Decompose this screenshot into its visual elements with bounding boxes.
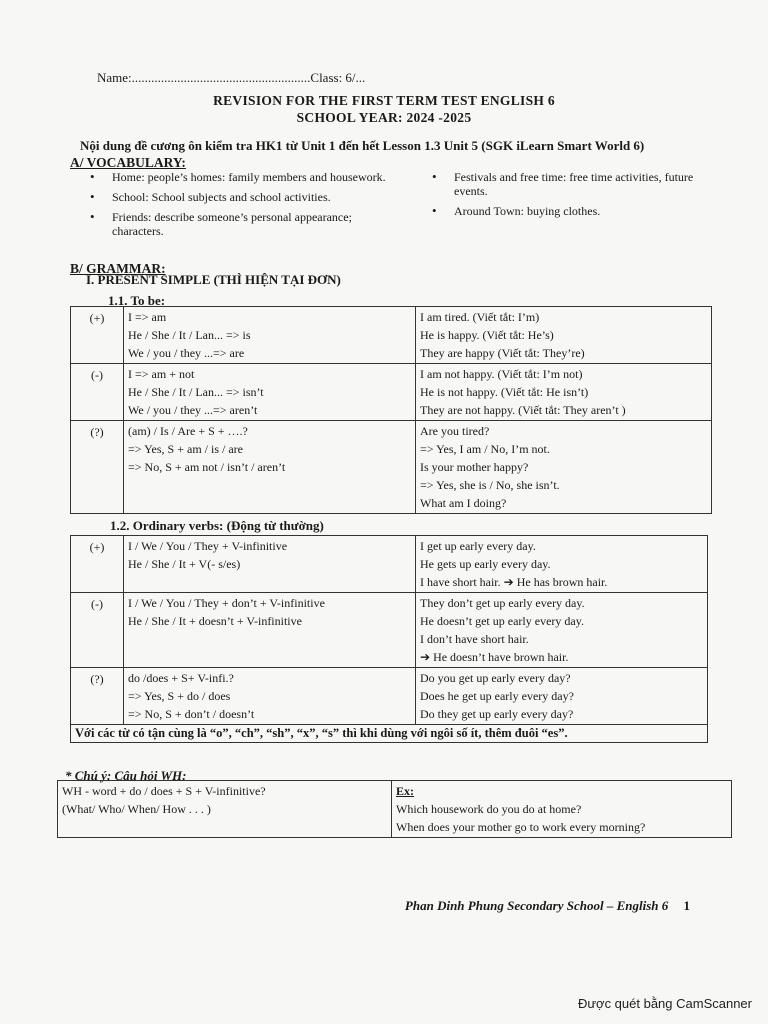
rule-line: He / She / It + V(- s/es) xyxy=(128,557,241,571)
rule-line: => Yes, S + do / does xyxy=(128,689,231,703)
row-symbol: (?) xyxy=(71,421,124,514)
rule-line: He / She / It / Lan... => isn’t xyxy=(128,385,264,399)
list-item: • Friends: describe someone’s personal appearance; characters. xyxy=(90,210,390,238)
example-cell xyxy=(416,364,712,421)
example-text: He has brown hair. xyxy=(516,575,608,589)
rule-cell xyxy=(124,307,416,364)
row-symbol: (+) xyxy=(71,536,124,593)
rule-cell xyxy=(124,421,416,514)
rule-line: We / you / they ...=> are xyxy=(128,346,245,360)
rule-line: I / We / You / They + don’t + V-infinitive xyxy=(128,596,325,610)
page-title: REVISION FOR THE FIRST TERM TEST ENGLISH 6 xyxy=(213,93,555,108)
example-line: I am not happy. (Viết tắt: I’m not) xyxy=(420,367,583,381)
grammar-heading: B/ GRAMMAR: xyxy=(70,261,166,276)
table-row xyxy=(71,536,708,593)
rule-line: => No, S + am not / isn’t / aren’t xyxy=(128,460,286,474)
example-line: He gets up early every day. xyxy=(420,557,551,571)
rule-cell xyxy=(124,364,416,421)
vocabulary-list-right xyxy=(432,170,722,224)
example-line: What am I doing? xyxy=(420,496,507,510)
example-line: They are happy (Viết tắt: They’re) xyxy=(420,346,585,360)
example-line: Do you get up early every day? xyxy=(420,671,571,685)
page-footer xyxy=(405,898,690,914)
row-symbol: (-) xyxy=(71,593,124,668)
rule-line: I / We / You / They + V-infinitive xyxy=(128,539,288,553)
row-symbol: (+) xyxy=(71,307,124,364)
name-class-line: Name:.......................................................Class: 6/... xyxy=(97,70,366,85)
ordinary-verbs-table xyxy=(70,535,708,743)
example-line: When does your mother go to work every morning? xyxy=(396,820,646,834)
wh-question-table xyxy=(57,780,732,838)
wh-question-title: * Chú ý: Câu hỏi WH: xyxy=(65,768,187,783)
rule-line: => No, S + don’t / doesn’t xyxy=(128,707,255,721)
example-line: I get up early every day. xyxy=(420,539,536,553)
scanner-watermark: Được quét bằng CamScanner xyxy=(577,996,752,1011)
example-line: Does he get up early every day? xyxy=(420,689,574,703)
example-line: Is your mother happy? xyxy=(420,460,529,474)
vocabulary-list-left xyxy=(90,170,390,244)
list-item: • Around Town: buying clothes. xyxy=(432,204,722,218)
section-present-simple: I. PRESENT SIMPLE (THÌ HIỆN TẠI ĐƠN) xyxy=(86,272,341,287)
table-row xyxy=(71,364,712,421)
rule-line: I => am xyxy=(128,310,167,324)
example-cell xyxy=(392,781,732,838)
example-label: Ex: xyxy=(396,784,414,798)
school-year: SCHOOL YEAR: 2024 -2025 xyxy=(296,110,472,125)
table-row xyxy=(71,307,712,364)
example-text: I have short hair. xyxy=(420,575,501,589)
vocabulary-heading: A/ VOCABULARY: xyxy=(70,155,186,170)
table-row xyxy=(71,593,708,668)
list-item: • School: School subjects and school activities. xyxy=(90,190,390,204)
example-line: => Yes, I am / No, I’m not. xyxy=(420,442,550,456)
rule-line: (am) / Is / Are + S + ….? xyxy=(128,424,248,438)
example-line xyxy=(420,573,703,591)
to-be-table xyxy=(70,306,712,514)
rule-cell xyxy=(58,781,392,838)
es-rule-note: Với các từ có tận cùng là “o”, “ch”, “sh”, “x”, “s” thì khi dùng với ngôi số ít, thêm đuôi “es”. xyxy=(71,725,708,743)
rule-line: (What/ Who/ When/ How . . . ) xyxy=(62,802,211,816)
example-line: => Yes, she is / No, she isn’t. xyxy=(420,478,560,492)
example-line: Which housework do you do at home? xyxy=(396,802,582,816)
footer-school: Phan Dinh Phung Secondary School – English 6 xyxy=(404,898,669,913)
table-row xyxy=(71,421,712,514)
example-line: I am tired. (Viết tắt: I’m) xyxy=(420,310,540,324)
example-line: They are not happy. (Viết tắt: They aren’t ) xyxy=(420,403,626,417)
page-number: 1 xyxy=(683,898,690,913)
intro-text: Nội dung đề cương ôn kiểm tra HK1 từ Unit 1 đến hết Lesson 1.3 Unit 5 (SGK iLearn Smart World 6) xyxy=(80,138,645,153)
example-line: I don’t have short hair. xyxy=(420,632,529,646)
row-symbol: (?) xyxy=(71,668,124,725)
example-cell xyxy=(416,593,708,668)
example-cell xyxy=(416,536,708,593)
rule-line: do /does + S+ V-infi.? xyxy=(128,671,234,685)
table-row xyxy=(71,725,708,743)
example-cell xyxy=(416,421,712,514)
rule-line: WH - word + do / does + S + V-infinitive? xyxy=(62,784,266,798)
rule-line: I => am + not xyxy=(128,367,195,381)
rule-line: We / you / they ...=> aren’t xyxy=(128,403,258,417)
list-item: • Festivals and free time: free time activities, future events. xyxy=(432,170,722,198)
example-line: He is not happy. (Viết tắt: He isn’t) xyxy=(420,385,589,399)
subsection-ordinary-verbs: 1.2. Ordinary verbs: (Động từ thường) xyxy=(110,518,324,533)
subsection-to-be: 1.1. To be: xyxy=(108,293,166,308)
rule-line: => Yes, S + am / is / are xyxy=(128,442,243,456)
rule-cell xyxy=(124,668,416,725)
rule-cell xyxy=(124,593,416,668)
rule-line: He / She / It + doesn’t + V-infinitive xyxy=(128,614,302,628)
table-row xyxy=(71,668,708,725)
arrow-right-icon: ➔ xyxy=(420,650,431,664)
rule-cell xyxy=(124,536,416,593)
rule-line: He / She / It / Lan... => is xyxy=(128,328,251,342)
table-row xyxy=(58,781,732,838)
example-cell xyxy=(416,307,712,364)
example-line: He is happy. (Viết tắt: He’s) xyxy=(420,328,554,342)
row-symbol: (-) xyxy=(71,364,124,421)
example-line: Do they get up early every day? xyxy=(420,707,574,721)
example-line: He doesn’t get up early every day. xyxy=(420,614,584,628)
example-line xyxy=(420,648,703,666)
example-cell xyxy=(416,668,708,725)
example-line: They don’t get up early every day. xyxy=(420,596,585,610)
example-text: He doesn’t have brown hair. xyxy=(433,650,569,664)
arrow-right-icon: ➔ xyxy=(503,575,514,589)
list-item: • Home: people’s homes: family members and housework. xyxy=(90,170,390,184)
example-line: Are you tired? xyxy=(420,424,490,438)
